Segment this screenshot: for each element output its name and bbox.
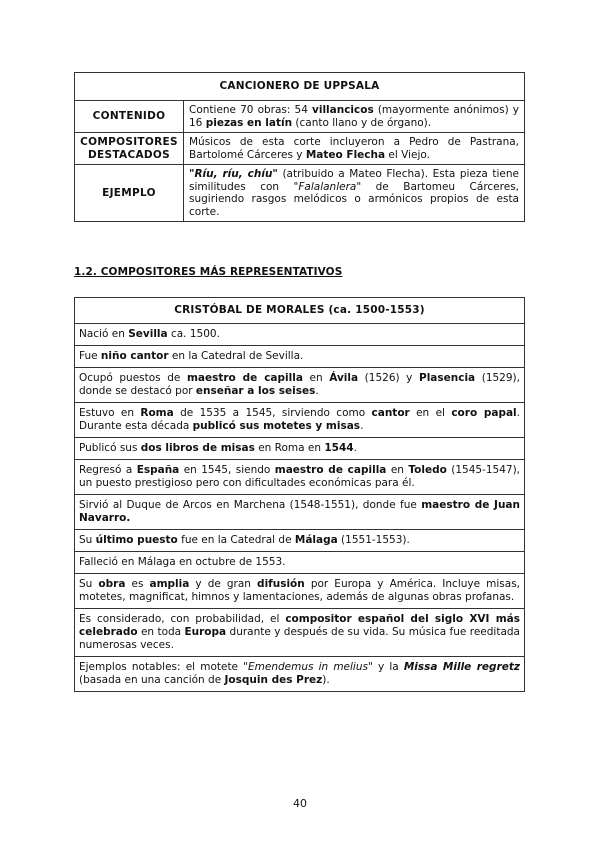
text-run: Publicó sus bbox=[79, 442, 141, 454]
text-run: Ávila bbox=[329, 372, 359, 384]
row-text bbox=[75, 657, 525, 692]
text-run: Missa Mille regretz bbox=[403, 661, 521, 673]
cancionero-table bbox=[74, 72, 525, 222]
row-text bbox=[75, 324, 525, 346]
text-run: (1529), donde se destacó por bbox=[79, 372, 520, 397]
text-run: en 1545, siendo bbox=[179, 464, 275, 476]
text-run: amplia bbox=[149, 578, 190, 590]
text-run: Es considerado, con probabilidad, el bbox=[79, 613, 286, 625]
text-run: obra bbox=[98, 578, 126, 590]
text-run: "Ríu, ríu, chíu" bbox=[189, 168, 278, 180]
text-run: Roma bbox=[140, 407, 174, 419]
text-run: ). bbox=[322, 674, 330, 686]
text-run: el Viejo. bbox=[385, 148, 430, 161]
text-run: durante y después de su vida. Su música fue reeditada numerosas veces. bbox=[79, 626, 520, 651]
row-text bbox=[75, 609, 525, 657]
text-run: piezas en latín bbox=[205, 116, 293, 129]
table-row bbox=[75, 346, 525, 368]
row-text bbox=[75, 460, 525, 495]
text-run: villancicos bbox=[312, 104, 374, 116]
text-run: Contiene 70 obras: 54 bbox=[189, 104, 312, 116]
section-heading: 1.2. COMPOSITORES MÁS REPRESENTATIVOS bbox=[74, 266, 343, 278]
table-row bbox=[75, 133, 525, 165]
text-run: (canto llano y de órgano). bbox=[292, 116, 432, 129]
text-run: (mayormente anónimos) y 16 bbox=[189, 104, 519, 129]
table-row bbox=[75, 101, 525, 133]
text-run: publicó sus motetes y misas bbox=[192, 420, 361, 432]
row-label: CONTENIDO bbox=[75, 101, 184, 133]
text-run: Fue bbox=[79, 350, 101, 362]
text-run: "Falalanlera" bbox=[293, 180, 362, 193]
text-run: (basada en una canción de bbox=[79, 674, 225, 686]
text-run: España bbox=[136, 464, 180, 476]
cancionero-table-title: CANCIONERO DE UPPSALA bbox=[75, 73, 525, 101]
table-row bbox=[75, 403, 525, 438]
row-label: COMPOSITORES DESTACADOS bbox=[75, 133, 184, 165]
text-run: Josquin des Prez bbox=[224, 674, 323, 686]
text-run: Nació en bbox=[79, 328, 129, 340]
text-run: en el bbox=[409, 407, 452, 419]
text-run: maestro de Juan Navarro. bbox=[79, 499, 520, 524]
text-run: Málaga bbox=[294, 534, 338, 546]
text-run: en bbox=[302, 372, 330, 384]
text-run: Sevilla bbox=[128, 328, 168, 340]
text-run: maestro de capilla bbox=[274, 464, 387, 476]
text-run: niño cantor bbox=[100, 350, 169, 362]
row-text bbox=[75, 530, 525, 552]
text-run: de Bartomeu Cárceres, sugiriendo rasgos melódicos o armónicos propios de esta corte. bbox=[189, 180, 520, 218]
text-run: (1526) y bbox=[358, 372, 419, 384]
text-run: 1544 bbox=[324, 442, 354, 454]
row-value bbox=[184, 101, 525, 133]
morales-table-title: CRISTÓBAL DE MORALES (ca. 1500-1553) bbox=[75, 298, 525, 324]
text-run: coro papal bbox=[451, 407, 517, 419]
table-row bbox=[75, 609, 525, 657]
table-row bbox=[75, 165, 525, 222]
text-run: Falleció en Málaga en octubre de 1553. bbox=[79, 556, 286, 568]
text-run: Sirvió al Duque de Arcos en Marchena (1548-1551), donde fue bbox=[79, 499, 422, 511]
table-row bbox=[75, 552, 525, 574]
text-run: y de gran bbox=[189, 578, 258, 590]
text-run: en Roma en bbox=[254, 442, 325, 454]
text-run: de 1535 a 1545, sirviendo como bbox=[173, 407, 372, 419]
text-run: Plasencia bbox=[419, 372, 476, 384]
table-row bbox=[75, 368, 525, 403]
text-run: . bbox=[360, 420, 364, 432]
text-run: en bbox=[386, 464, 409, 476]
text-run: (1545-1547), un puesto prestigioso pero con dificultades económicas para él. bbox=[79, 464, 521, 489]
morales-table bbox=[74, 297, 525, 692]
text-run: Su bbox=[79, 578, 99, 590]
text-run: maestro de capilla bbox=[186, 372, 303, 384]
row-text bbox=[75, 403, 525, 438]
text-run: Toledo bbox=[408, 464, 447, 476]
text-run: (1551-1553). bbox=[337, 534, 410, 546]
text-run: Ocupó puestos de bbox=[79, 372, 187, 384]
table-row bbox=[75, 530, 525, 552]
text-run: es bbox=[125, 578, 150, 590]
row-value bbox=[184, 165, 525, 222]
row-text bbox=[75, 574, 525, 609]
row-text bbox=[75, 368, 525, 403]
text-run: en toda bbox=[137, 626, 185, 638]
text-run: Mateo Flecha bbox=[305, 148, 386, 161]
text-run: Músicos de esta corte incluyeron a Pedro de Pastrana, Bartolomé Cárceres y bbox=[189, 136, 519, 161]
row-text bbox=[75, 495, 525, 530]
text-run: Europa bbox=[184, 626, 227, 638]
text-run: "Emendemus in melius" bbox=[243, 661, 373, 673]
text-run: difusión bbox=[257, 578, 305, 590]
text-run: en la Catedral de Sevilla. bbox=[168, 350, 304, 362]
table-row bbox=[75, 438, 525, 460]
text-run: enseñar a los seises bbox=[195, 385, 316, 397]
table-row bbox=[75, 324, 525, 346]
text-run: Ejemplos notables: el motete bbox=[79, 661, 244, 673]
text-run: cantor bbox=[371, 407, 410, 419]
text-run: por Europa y América. Incluye misas, motetes, magnificat, himnos y lamentaciones, además de algunas obras profanas. bbox=[79, 578, 521, 603]
row-text bbox=[75, 346, 525, 368]
text-run: ca. 1500. bbox=[167, 328, 220, 340]
text-run: . bbox=[315, 385, 319, 397]
table-row bbox=[75, 574, 525, 609]
text-run: (atribuido a Mateo Flecha). Esta pieza tiene similitudes con bbox=[189, 168, 519, 193]
page-number: 40 bbox=[293, 797, 307, 810]
table-row bbox=[75, 495, 525, 530]
table-row bbox=[75, 460, 525, 495]
table-row bbox=[75, 657, 525, 692]
text-run: fue en la Catedral de bbox=[177, 534, 295, 546]
text-run: Regresó a bbox=[79, 464, 137, 476]
row-text bbox=[75, 552, 525, 574]
text-run: Su bbox=[79, 534, 96, 546]
row-value bbox=[184, 133, 525, 165]
text-run: dos libros de misas bbox=[140, 442, 255, 454]
text-run: . Durante esta década bbox=[79, 407, 520, 432]
text-run: Estuvo en bbox=[79, 407, 141, 419]
text-run: . bbox=[353, 442, 357, 454]
text-run: y la bbox=[372, 661, 404, 673]
text-run: compositor español del siglo XVI más celebrado bbox=[79, 613, 520, 638]
row-label: EJEMPLO bbox=[75, 165, 184, 222]
text-run: último puesto bbox=[95, 534, 178, 546]
row-text bbox=[75, 438, 525, 460]
